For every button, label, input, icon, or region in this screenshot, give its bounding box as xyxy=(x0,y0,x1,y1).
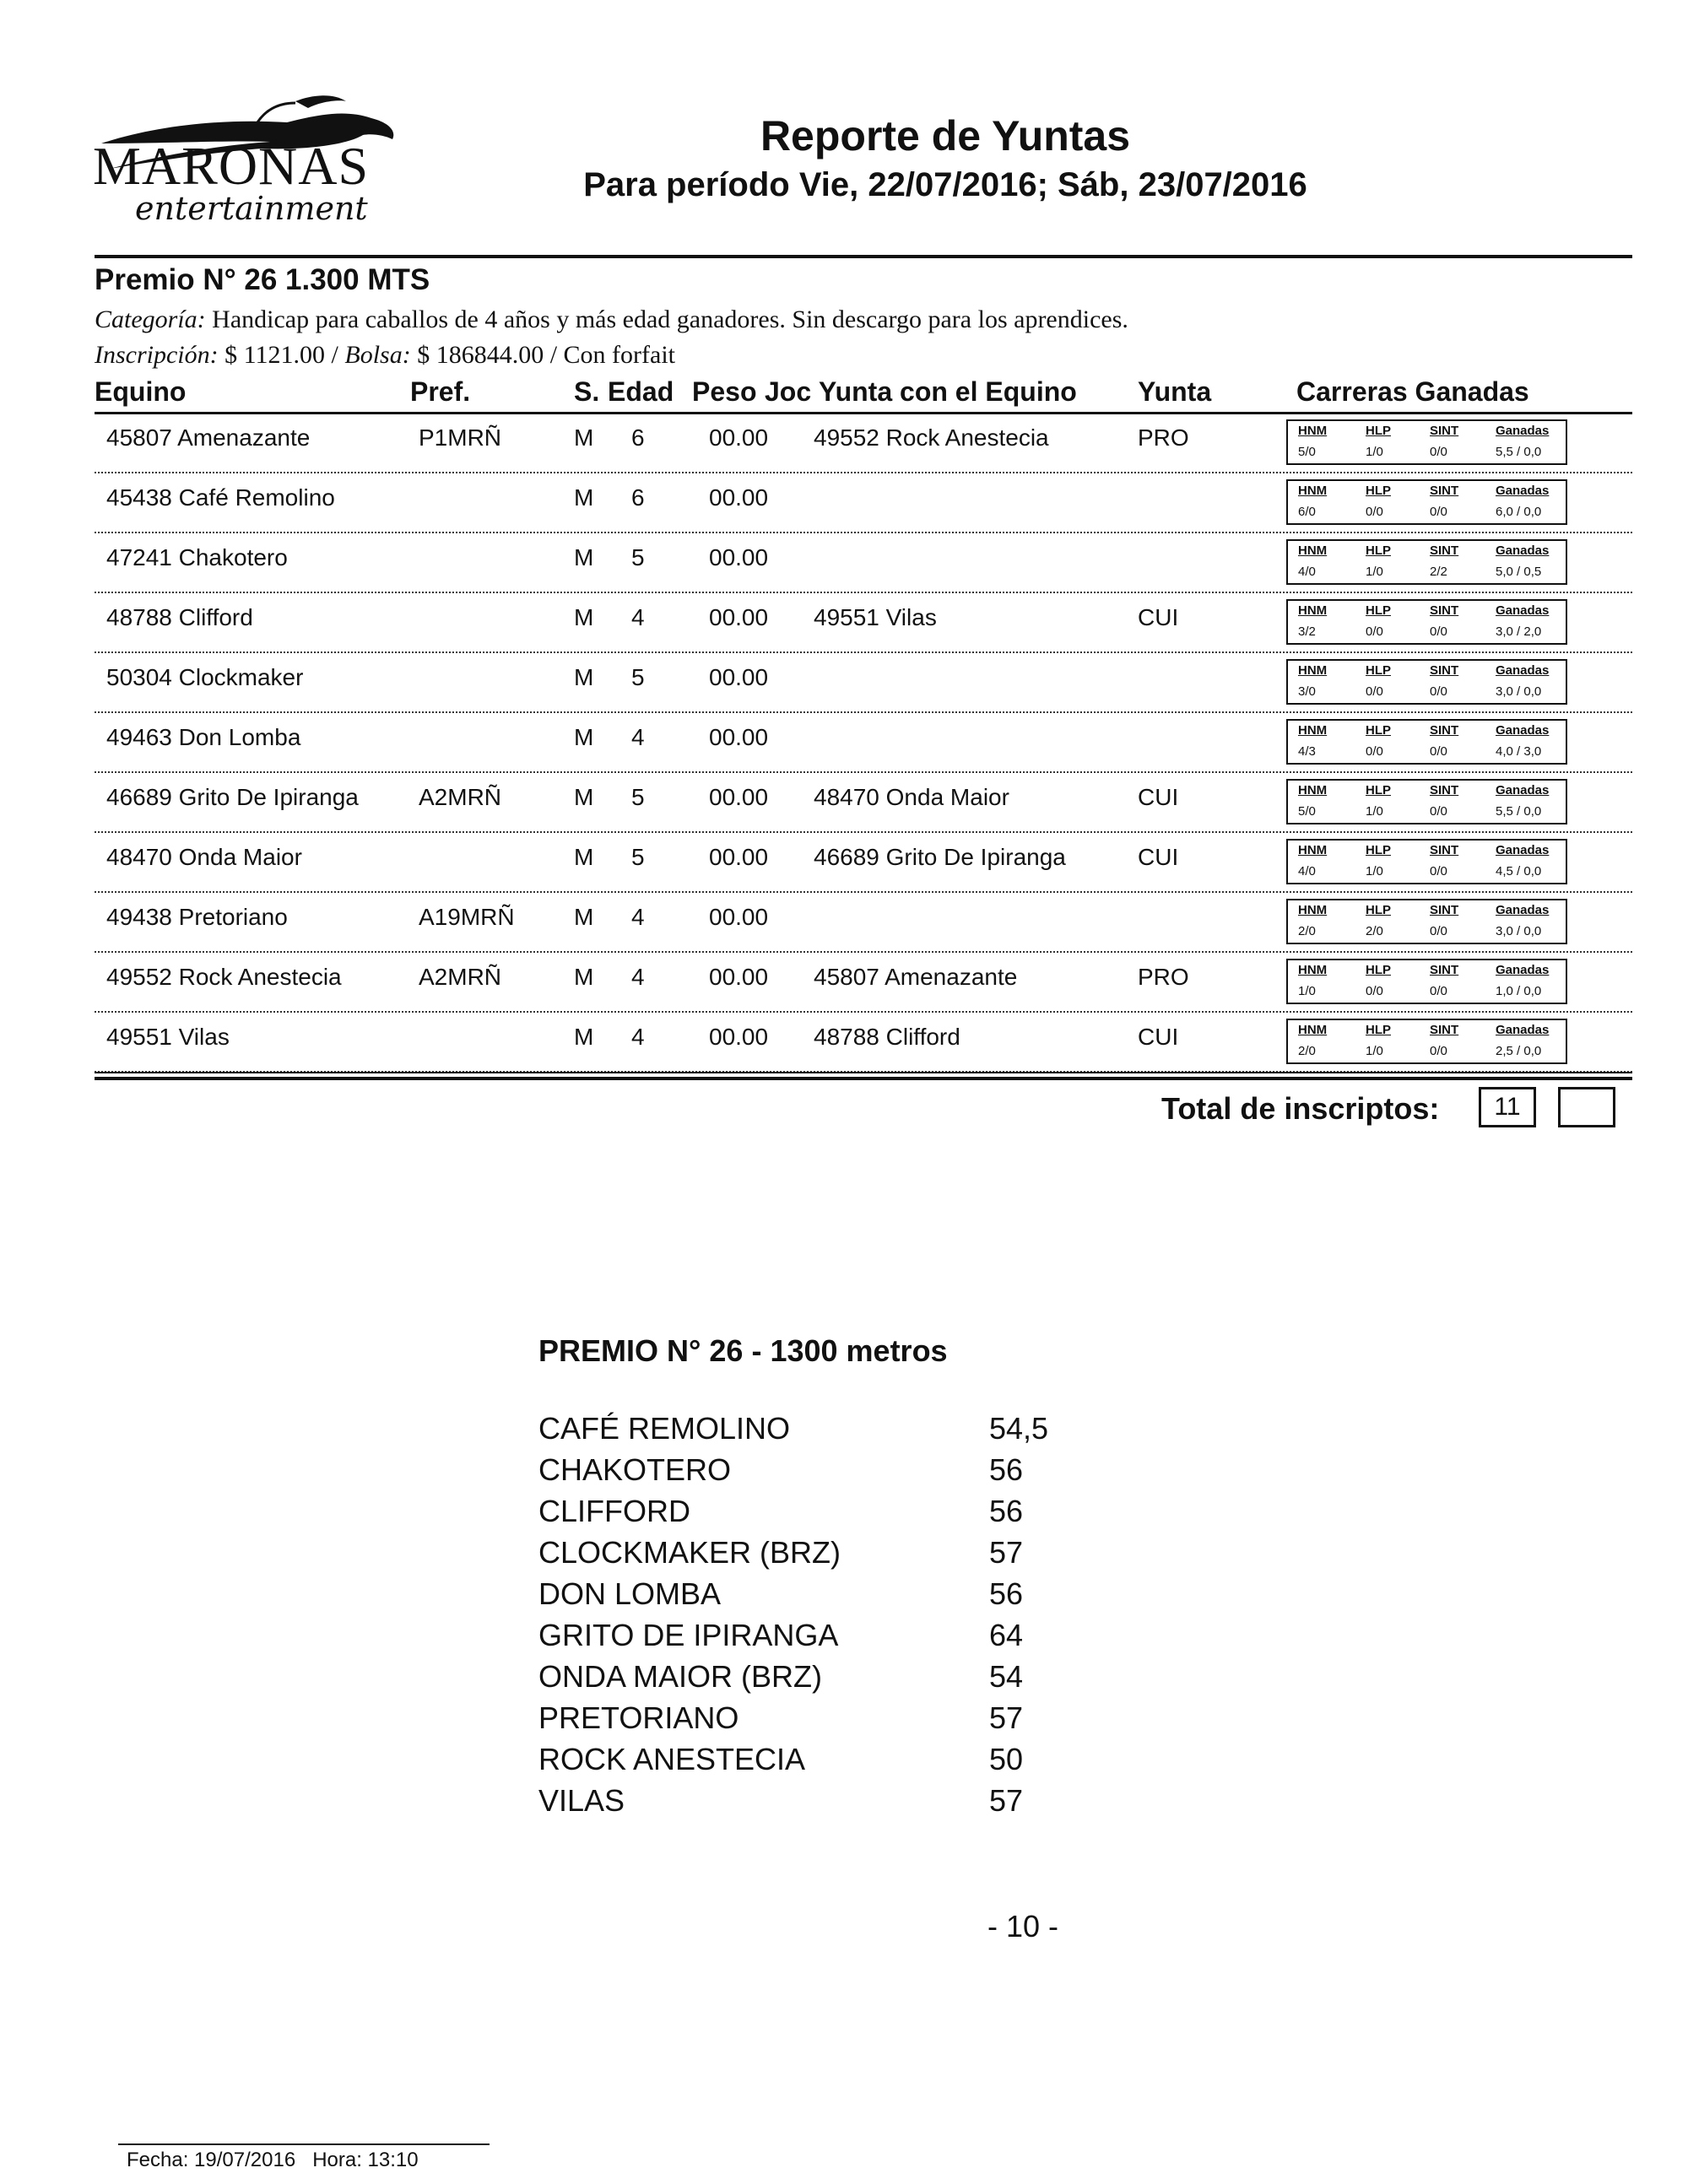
row-yunta: PRO xyxy=(1138,424,1189,451)
stat-header-hlp: HLP xyxy=(1366,663,1391,678)
logo-wordmark: MAROÑAS xyxy=(93,136,370,196)
stat-value-hnm: 4/0 xyxy=(1298,864,1316,878)
stat-value-ganadas: 4,0 / 3,0 xyxy=(1496,744,1542,759)
stat-header-hlp: HLP xyxy=(1366,903,1391,917)
row-equino: 48788 Clifford xyxy=(106,604,253,630)
table-row xyxy=(95,774,1632,833)
row-sexo: M xyxy=(574,424,594,451)
stat-value-sint: 0/0 xyxy=(1430,684,1447,699)
row-yunta: PRO xyxy=(1138,964,1189,990)
table-row xyxy=(95,894,1632,953)
col-header-sexo: S. xyxy=(574,376,600,407)
stat-value-ganadas: 3,0 / 0,0 xyxy=(1496,924,1542,938)
col-header-edad: Edad xyxy=(608,376,674,407)
table-row xyxy=(95,474,1632,533)
row-pref: A2MRÑ xyxy=(419,964,502,990)
row-sexo: M xyxy=(574,544,594,570)
stat-value-hlp: 0/0 xyxy=(1366,984,1383,998)
stat-header-hnm: HNM xyxy=(1298,723,1328,738)
stat-value-sint: 0/0 xyxy=(1430,1044,1447,1058)
row-divider xyxy=(95,472,1632,473)
header-divider xyxy=(95,255,1632,258)
table-row xyxy=(95,1014,1632,1073)
row-pref: A19MRÑ xyxy=(419,904,515,930)
stat-header-sint: SINT xyxy=(1430,543,1459,558)
col-header-equino: Equino xyxy=(95,376,187,407)
row-peso: 00.00 xyxy=(709,964,769,990)
row-peso: 00.00 xyxy=(709,544,769,570)
col-header-pref: Pref. xyxy=(410,376,471,407)
row-equino: 49552 Rock Anestecia xyxy=(106,964,342,990)
weight-value: 56 xyxy=(989,1494,1024,1528)
row-edad: 4 xyxy=(631,604,645,630)
stat-header-hnm: HNM xyxy=(1298,903,1328,917)
stat-value-hnm: 2/0 xyxy=(1298,924,1316,938)
stat-value-hnm: 2/0 xyxy=(1298,1044,1316,1058)
stat-value-hlp: 0/0 xyxy=(1366,684,1383,699)
stat-header-ganadas: Ganadas xyxy=(1496,663,1550,678)
stat-header-hlp: HLP xyxy=(1366,543,1391,558)
row-edad: 4 xyxy=(631,724,645,750)
stat-header-hnm: HNM xyxy=(1298,663,1328,678)
row-divider xyxy=(95,1011,1632,1013)
stat-header-hnm: HNM xyxy=(1298,484,1328,498)
stat-value-sint: 0/0 xyxy=(1430,984,1447,998)
stat-value-hlp: 0/0 xyxy=(1366,624,1383,639)
stat-value-hnm: 4/3 xyxy=(1298,744,1316,759)
carreras-stats-box xyxy=(1286,599,1567,645)
row-edad: 4 xyxy=(631,1024,645,1050)
stat-header-ganadas: Ganadas xyxy=(1496,484,1550,498)
row-edad: 5 xyxy=(631,664,645,690)
table-row xyxy=(95,714,1632,773)
row-peso: 00.00 xyxy=(709,664,769,690)
carreras-stats-box xyxy=(1286,479,1567,525)
weight-horse-name: CLIFFORD xyxy=(538,1494,690,1528)
row-peso: 00.00 xyxy=(709,604,769,630)
stat-value-ganadas: 3,0 / 2,0 xyxy=(1496,624,1542,639)
row-sexo: M xyxy=(574,844,594,870)
stat-header-ganadas: Ganadas xyxy=(1496,783,1550,797)
race-inscription xyxy=(95,341,675,370)
logo-tagline: entertainment xyxy=(135,190,368,227)
stat-header-sint: SINT xyxy=(1430,663,1459,678)
weight-value: 57 xyxy=(989,1700,1024,1735)
row-peso: 00.00 xyxy=(709,724,769,750)
row-yunta: CUI xyxy=(1138,784,1179,810)
stat-value-ganadas: 2,5 / 0,0 xyxy=(1496,1044,1542,1058)
row-sexo: M xyxy=(574,904,594,930)
row-sexo: M xyxy=(574,1024,594,1050)
row-yunta: CUI xyxy=(1138,604,1179,630)
weight-value: 50 xyxy=(989,1742,1024,1776)
weight-horse-name: ROCK ANESTECIA xyxy=(538,1742,806,1776)
stat-header-hlp: HLP xyxy=(1366,783,1391,797)
weight-value: 56 xyxy=(989,1576,1024,1611)
stat-header-sint: SINT xyxy=(1430,603,1459,618)
stat-header-hlp: HLP xyxy=(1366,1023,1391,1037)
stat-value-sint: 0/0 xyxy=(1430,624,1447,639)
stat-header-ganadas: Ganadas xyxy=(1496,903,1550,917)
footer-rule xyxy=(118,2143,490,2145)
stat-header-sint: SINT xyxy=(1430,723,1459,738)
table-row xyxy=(95,534,1632,593)
stat-value-hnm: 5/0 xyxy=(1298,445,1316,459)
stat-header-hlp: HLP xyxy=(1366,603,1391,618)
stat-value-sint: 2/2 xyxy=(1430,565,1447,579)
stat-value-hlp: 1/0 xyxy=(1366,804,1383,819)
stat-value-sint: 0/0 xyxy=(1430,804,1447,819)
stat-header-sint: SINT xyxy=(1430,783,1459,797)
stat-value-hlp: 1/0 xyxy=(1366,1044,1383,1058)
row-edad: 6 xyxy=(631,424,645,451)
row-edad: 5 xyxy=(631,544,645,570)
row-yunta-equino: 48788 Clifford xyxy=(814,1024,960,1050)
stat-header-ganadas: Ganadas xyxy=(1496,843,1550,857)
hora-label: Hora: xyxy=(312,2149,362,2171)
report-period: Para período Vie, 22/07/2016; Sáb, 23/07/2016 xyxy=(583,166,1307,203)
carreras-stats-box xyxy=(1286,899,1567,944)
category-text: Handicap para caballos de 4 años y más edad ganadores. Sin descargo para los aprendices. xyxy=(212,305,1128,333)
weight-horse-name: CAFÉ REMOLINO xyxy=(538,1411,791,1446)
col-header-carreras: Carreras Ganadas xyxy=(1296,376,1529,407)
row-pref: A2MRÑ xyxy=(419,784,502,810)
stat-header-ganadas: Ganadas xyxy=(1496,723,1550,738)
row-sexo: M xyxy=(574,484,594,511)
row-yunta-equino: 49551 Vilas xyxy=(814,604,937,630)
stat-value-hlp: 0/0 xyxy=(1366,505,1383,519)
inscription-value: $ 1121.00 / xyxy=(225,341,338,369)
row-peso: 00.00 xyxy=(709,784,769,810)
stat-header-hnm: HNM xyxy=(1298,963,1328,977)
total-label: Total de inscriptos: xyxy=(1161,1091,1440,1126)
row-yunta-equino: 46689 Grito De Ipiranga xyxy=(814,844,1066,870)
report-title: Reporte de Yuntas xyxy=(760,112,1131,159)
row-yunta: CUI xyxy=(1138,1024,1179,1050)
table-row xyxy=(95,954,1632,1013)
stat-value-hnm: 5/0 xyxy=(1298,804,1316,819)
carreras-stats-box xyxy=(1286,419,1567,465)
stat-value-hlp: 0/0 xyxy=(1366,744,1383,759)
table-bottom-rule-2 xyxy=(95,1077,1632,1080)
stat-value-sint: 0/0 xyxy=(1430,864,1447,878)
row-yunta-equino: 45807 Amenazante xyxy=(814,964,1018,990)
stat-value-sint: 0/0 xyxy=(1430,924,1447,938)
stat-header-ganadas: Ganadas xyxy=(1496,963,1550,977)
table-row xyxy=(95,414,1632,473)
stat-value-sint: 0/0 xyxy=(1430,505,1447,519)
col-header-yunta: Yunta xyxy=(1138,376,1212,407)
stat-value-sint: 0/0 xyxy=(1430,445,1447,459)
row-pref: P1MRÑ xyxy=(419,424,502,451)
weight-horse-name: VILAS xyxy=(538,1783,625,1818)
stat-value-hlp: 1/0 xyxy=(1366,864,1383,878)
row-sexo: M xyxy=(574,664,594,690)
stat-header-sint: SINT xyxy=(1430,903,1459,917)
row-edad: 5 xyxy=(631,844,645,870)
stat-header-ganadas: Ganadas xyxy=(1496,603,1550,618)
row-sexo: M xyxy=(574,724,594,750)
carreras-stats-box xyxy=(1286,959,1567,1004)
weight-horse-name: CLOCKMAKER (BRZ) xyxy=(538,1535,841,1570)
weight-value: 64 xyxy=(989,1618,1024,1652)
stat-header-sint: SINT xyxy=(1430,484,1459,498)
col-header-joc: Joc xyxy=(765,376,812,407)
row-sexo: M xyxy=(574,604,594,630)
weight-value: 57 xyxy=(989,1783,1024,1818)
stat-header-hnm: HNM xyxy=(1298,543,1328,558)
stat-header-hlp: HLP xyxy=(1366,484,1391,498)
row-divider xyxy=(95,951,1632,953)
row-peso: 00.00 xyxy=(709,904,769,930)
row-divider xyxy=(95,831,1632,833)
weight-horse-name: GRITO DE IPIRANGA xyxy=(538,1618,839,1652)
carreras-stats-box xyxy=(1286,719,1567,765)
row-edad: 4 xyxy=(631,904,645,930)
row-equino: 50304 Clockmaker xyxy=(106,664,304,690)
stat-header-hnm: HNM xyxy=(1298,843,1328,857)
row-equino: 46689 Grito De Ipiranga xyxy=(106,784,359,810)
weight-horse-name: DON LOMBA xyxy=(538,1576,722,1611)
row-divider xyxy=(95,532,1632,533)
row-yunta-equino: 49552 Rock Anestecia xyxy=(814,424,1049,451)
stat-value-hnm: 1/0 xyxy=(1298,984,1316,998)
row-divider xyxy=(95,711,1632,713)
row-edad: 6 xyxy=(631,484,645,511)
stat-value-ganadas: 1,0 / 0,0 xyxy=(1496,984,1542,998)
stat-header-ganadas: Ganadas xyxy=(1496,424,1550,438)
stat-value-ganadas: 6,0 / 0,0 xyxy=(1496,505,1542,519)
page-number: - 10 - xyxy=(987,1909,1059,1943)
stat-value-ganadas: 3,0 / 0,0 xyxy=(1496,684,1542,699)
stat-value-hlp: 1/0 xyxy=(1366,565,1383,579)
row-yunta-equino: 48470 Onda Maior xyxy=(814,784,1009,810)
row-divider xyxy=(95,771,1632,773)
weight-value: 56 xyxy=(989,1452,1024,1487)
carreras-stats-box xyxy=(1286,779,1567,824)
row-divider xyxy=(95,592,1632,593)
stat-header-sint: SINT xyxy=(1430,963,1459,977)
row-equino: 45807 Amenazante xyxy=(106,424,311,451)
stat-value-hnm: 6/0 xyxy=(1298,505,1316,519)
carreras-stats-box xyxy=(1286,1019,1567,1064)
stat-header-hnm: HNM xyxy=(1298,603,1328,618)
stat-value-ganadas: 5,5 / 0,0 xyxy=(1496,445,1542,459)
row-equino: 48470 Onda Maior xyxy=(106,844,302,870)
weights-title: PREMIO N° 26 - 1300 metros xyxy=(538,1333,948,1368)
bolsa-label: Bolsa: xyxy=(344,341,411,369)
row-divider xyxy=(95,651,1632,653)
stat-value-hnm: 3/0 xyxy=(1298,684,1316,699)
stat-value-sint: 0/0 xyxy=(1430,744,1447,759)
category-label: Categoría: xyxy=(95,305,206,333)
weight-value: 54,5 xyxy=(989,1411,1049,1446)
stat-header-hlp: HLP xyxy=(1366,963,1391,977)
table-row xyxy=(95,594,1632,653)
race-category xyxy=(95,305,1128,334)
carreras-stats-box xyxy=(1286,539,1567,585)
race-heading: Premio N° 26 1.300 MTS xyxy=(95,263,430,296)
row-peso: 00.00 xyxy=(709,844,769,870)
stat-value-ganadas: 5,0 / 0,5 xyxy=(1496,565,1542,579)
stat-header-hlp: HLP xyxy=(1366,843,1391,857)
row-equino: 45438 Café Remolino xyxy=(106,484,335,511)
table-bottom-rule-1 xyxy=(95,1072,1632,1073)
bolsa-value: $ 186844.00 / Con forfait xyxy=(417,341,676,369)
table-row xyxy=(95,834,1632,893)
carreras-stats-box xyxy=(1286,839,1567,884)
report-title-block xyxy=(506,110,1384,208)
stat-value-hlp: 2/0 xyxy=(1366,924,1383,938)
row-sexo: M xyxy=(574,964,594,990)
stat-value-hnm: 3/2 xyxy=(1298,624,1316,639)
row-peso: 00.00 xyxy=(709,424,769,451)
inscription-label: Inscripción: xyxy=(95,341,219,369)
stat-header-hnm: HNM xyxy=(1298,783,1328,797)
row-equino: 49463 Don Lomba xyxy=(106,724,301,750)
row-divider xyxy=(95,891,1632,893)
weight-horse-name: ONDA MAIOR (BRZ) xyxy=(538,1659,823,1694)
stat-header-sint: SINT xyxy=(1430,843,1459,857)
row-equino: 49438 Pretoriano xyxy=(106,904,288,930)
row-peso: 00.00 xyxy=(709,484,769,511)
weight-value: 57 xyxy=(989,1535,1024,1570)
carreras-stats-box xyxy=(1286,659,1567,705)
stat-header-hlp: HLP xyxy=(1366,424,1391,438)
total-extra-box xyxy=(1558,1087,1615,1127)
row-edad: 5 xyxy=(631,784,645,810)
row-equino: 49551 Vilas xyxy=(106,1024,230,1050)
stat-header-ganadas: Ganadas xyxy=(1496,543,1550,558)
fecha-value: 19/07/2016 xyxy=(194,2149,296,2171)
stat-header-ganadas: Ganadas xyxy=(1496,1023,1550,1037)
stat-header-hnm: HNM xyxy=(1298,424,1328,438)
weight-horse-name: CHAKOTERO xyxy=(538,1452,732,1487)
total-value-box: 11 xyxy=(1479,1087,1536,1127)
row-peso: 00.00 xyxy=(709,1024,769,1050)
footer-date xyxy=(127,2149,419,2172)
fecha-label: Fecha: xyxy=(127,2149,189,2171)
stat-value-hlp: 1/0 xyxy=(1366,445,1383,459)
stat-header-sint: SINT xyxy=(1430,424,1459,438)
stat-header-hlp: HLP xyxy=(1366,723,1391,738)
stat-header-sint: SINT xyxy=(1430,1023,1459,1037)
stat-header-hnm: HNM xyxy=(1298,1023,1328,1037)
row-edad: 4 xyxy=(631,964,645,990)
col-header-yunta-equino: Yunta con el Equino xyxy=(819,376,1077,407)
row-yunta: CUI xyxy=(1138,844,1179,870)
stat-value-ganadas: 5,5 / 0,0 xyxy=(1496,804,1542,819)
stat-value-hnm: 4/0 xyxy=(1298,565,1316,579)
row-sexo: M xyxy=(574,784,594,810)
row-equino: 47241 Chakotero xyxy=(106,544,288,570)
stat-value-ganadas: 4,5 / 0,0 xyxy=(1496,864,1542,878)
weight-value: 54 xyxy=(989,1659,1024,1694)
table-row xyxy=(95,654,1632,713)
col-header-peso: Peso xyxy=(692,376,757,407)
weight-horse-name: PRETORIANO xyxy=(538,1700,739,1735)
hora-value: 13:10 xyxy=(367,2149,419,2171)
